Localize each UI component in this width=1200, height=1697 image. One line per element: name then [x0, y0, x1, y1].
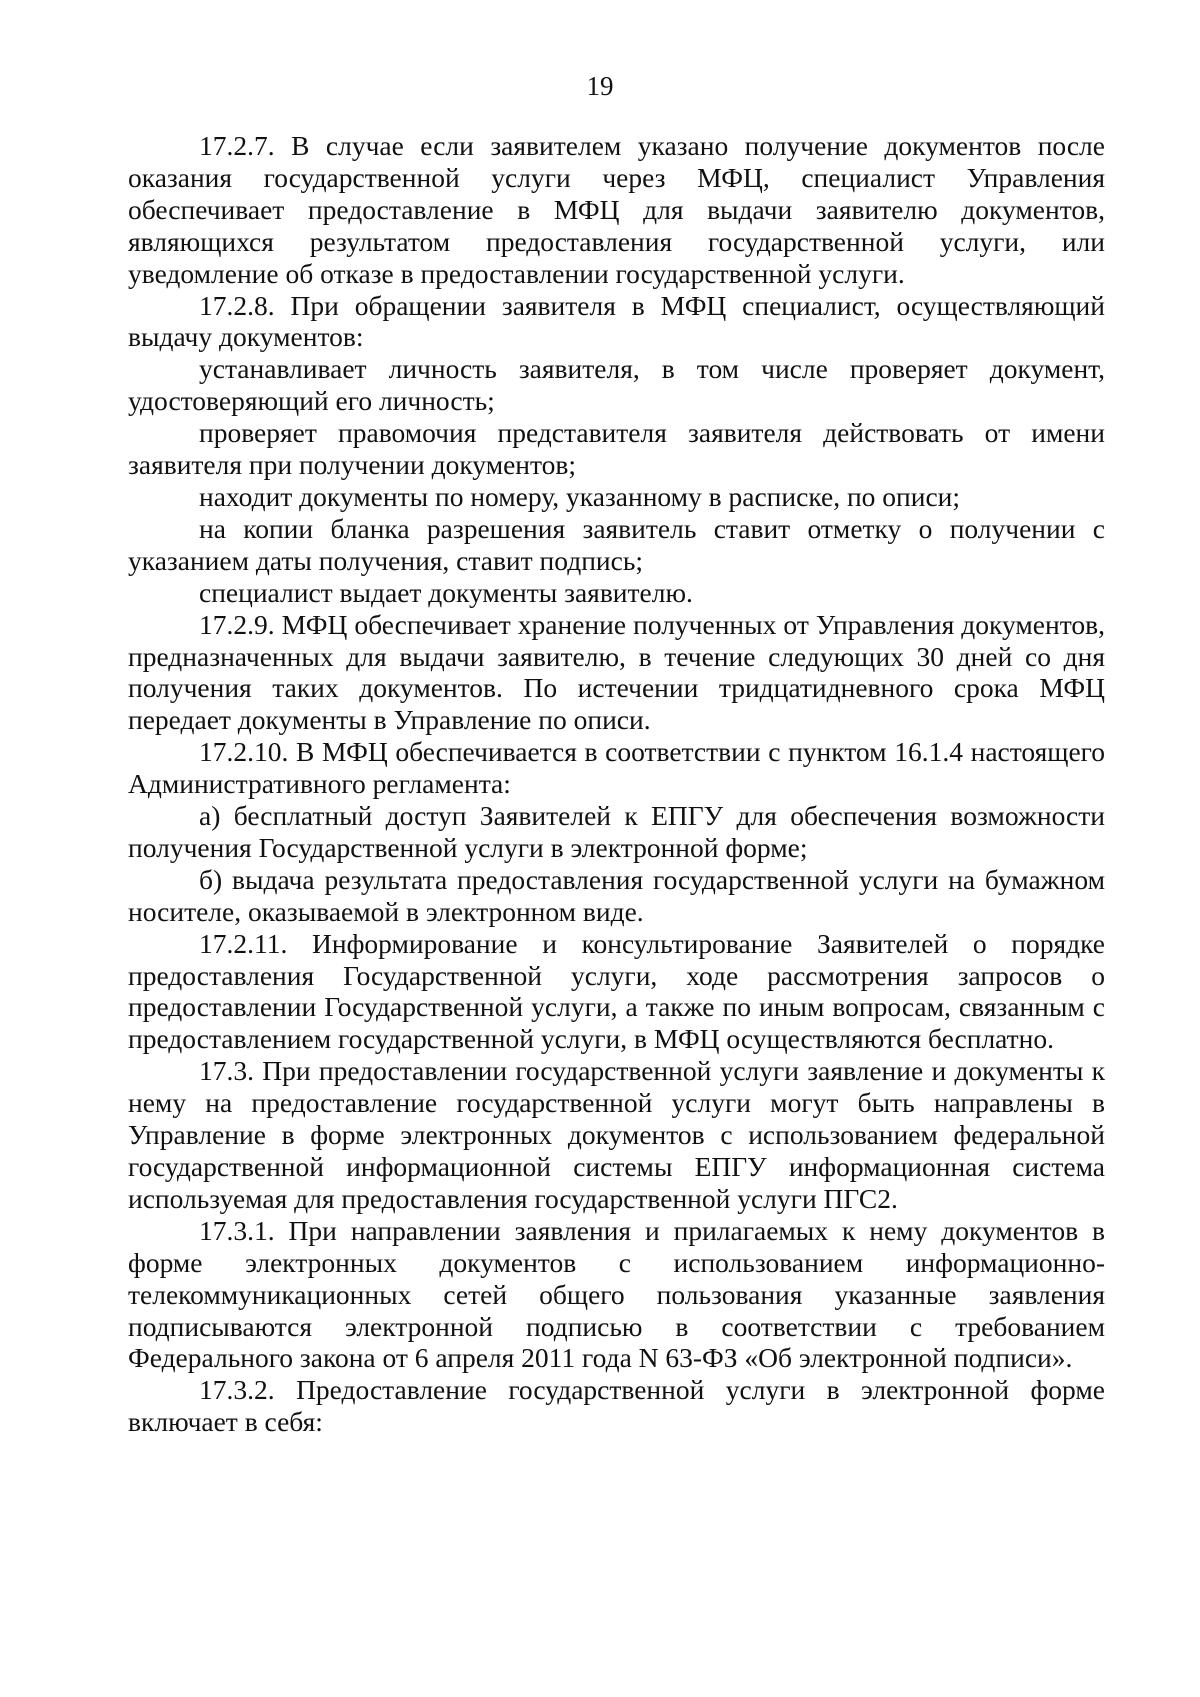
paragraph-17-2-9: 17.2.9. МФЦ обеспечивает хранение полученных от Управления документов, предназначенных для выдачи заявителю, в течение следующих 30 дней со дня получения таких документов. По истечении тридцатидневного срока МФЦ передает документы в Управление по описи. [128, 608, 1105, 736]
page-number: 19 [586, 71, 614, 101]
paragraph-item-b: б) выдача результата предоставления государственной услуги на бумажном носителе, оказываемой в электронном виде. [128, 863, 1105, 927]
paragraph-17-3-2: 17.3.2. Предоставление государственной услуги в электронной форме включает в себя: [128, 1374, 1105, 1438]
paragraph-item-a: а) бесплатный доступ Заявителей к ЕПГУ для обеспечения возможности получения Государственной услуги в электронной форме; [128, 800, 1105, 863]
paragraph-17-3-1: 17.3.1. При направлении заявления и прилагаемых к нему документов в форме электронных документов с использованием информационно-телекоммуникационных сетей общего пользования указанные заявления подписываются электронной подписью в соответствии с требованием Федерального закона от 6 апреля 2011 года N 63-ФЗ «Об электронной подписи». [128, 1214, 1105, 1374]
paragraph-receipt-mark: на копии бланка разрешения заявитель ставит отметку о получении с указанием даты получения, ставит подпись; [128, 512, 1105, 576]
paragraph-17-2-11: 17.2.11. Информирование и консультирование Заявителей о порядке предоставления Государственной услуги, ходе рассмотрения запросов о предоставлении Государственной услуги, а также по иным вопросам, связанным с предоставлением государственной услуги, в МФЦ осуществляются бесплатно. [128, 927, 1105, 1055]
paragraph-17-2-7: 17.2.7. В случае если заявителем указано получение документов после оказания государственной услуги через МФЦ, специалист Управления обеспечивает предоставление в МФЦ для выдачи заявителю документов, являющихся результатом предоставления государственной услуги, или уведомление об отказе в предоставлении государственной услуги. [128, 130, 1105, 289]
paragraph-issue-documents: специалист выдает документы заявителю. [199, 576, 693, 608]
paragraph-17-3: 17.3. При предоставлении государственной услуги заявление и документы к нему на предоставление государственной услуги могут быть направлены в Управление в форме электронных документов с использованием федеральной государственной информационной системы ЕПГУ информационная система используемая для предоставления государственной услуги ПГС2. [128, 1055, 1105, 1214]
paragraph-authority-check: проверяет правомочия представителя заявителя действовать от имени заявителя при получении документов; [128, 417, 1105, 481]
paragraph-17-2-10: 17.2.10. В МФЦ обеспечивается в соответствии с пунктом 16.1.4 настоящего Административного регламента: [128, 736, 1105, 800]
paragraph-find-documents: находит документы по номеру, указанному в расписке, по описи; [199, 480, 961, 512]
paragraph-identity-check: устанавливает личность заявителя, в том числе проверяет документ, удостоверяющий его личность; [128, 353, 1105, 417]
paragraph-17-2-8: 17.2.8. При обращении заявителя в МФЦ специалист, осуществляющий выдачу документов: [128, 289, 1105, 353]
document-body [128, 130, 1105, 1438]
